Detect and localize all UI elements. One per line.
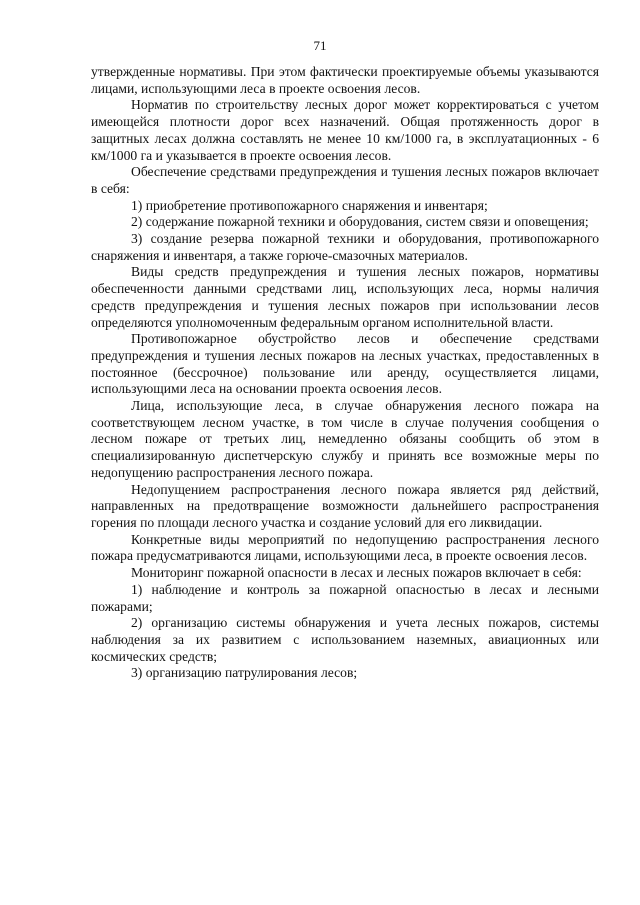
paragraph: 1) приобретение противопожарного снаряжения и инвентаря;	[131, 197, 488, 213]
page-number: 71	[313, 38, 327, 53]
paragraph: Лица, использующие леса, в случае обнаружения лесного пожара на соответствующем лесном участке, в том числе в случае получения сообщения о лесном пожаре от третьих лиц, немедленно обязаны сообщить об этом в специализированную диспетчерскую службу и принять все возможные меры по недопущению распространения лесного пожара.	[91, 398, 599, 480]
paragraph: Норматив по строительству лесных дорог может корректироваться с учетом имеющейся плотности дорог всех назначений. Общая протяженность дорог в защитных лесах должна составлять не менее 10 км/1000 га, в эксплуатационных - 6 км/1000 га и указывается в проекте освоения лесов.	[91, 97, 599, 163]
paragraph: 1) наблюдение и контроль за пожарной опасностью в лесах и лесными пожарами;	[91, 581, 599, 614]
paragraph: Мониторинг пожарной опасности в лесах и лесных пожаров включает в себя:	[131, 565, 582, 581]
paragraph: Конкретные виды мероприятий по недопущению распространения лесного пожара предусматриваются лицами, использующими леса, в проекте освоения лесов.	[91, 531, 599, 564]
paragraph: 3) организацию патрулирования лесов;	[131, 665, 358, 681]
paragraph: утвержденные нормативы. При этом фактически проектируемые объемы указываются лицами, использующими леса в проекте освоения лесов.	[91, 64, 599, 96]
paragraph: Обеспечение средствами предупреждения и тушения лесных пожаров включает в себя:	[91, 164, 599, 196]
paragraph: 2) организацию системы обнаружения и учета лесных пожаров, системы наблюдения за их развитием с использованием наземных, авиационных или космических средств;	[91, 615, 599, 664]
paragraph: 3) создание резерва пожарной техники и оборудования, противопожарного снаряжения и инвентаря, а также горюче-смазочных материалов.	[91, 231, 599, 263]
body-text	[91, 64, 599, 682]
paragraph: Противопожарное обустройство лесов и обеспечение средствами предупреждения и тушения лесных пожаров на лесных участках, предоставленных в постоянное (бессрочное) пользование или аренду, осуществляется лицами, использующими леса на основании проекта освоения лесов.	[91, 331, 599, 397]
paragraph: Виды средств предупреждения и тушения лесных пожаров, нормативы обеспеченности данными средствами лиц, использующих леса, нормы наличия средств предупреждения и тушения лесных пожаров при использовании лесов определяются уполномоченным федеральным органом исполнительной власти.	[91, 264, 599, 330]
paragraph: 2) содержание пожарной техники и оборудования, систем связи и оповещения;	[131, 214, 589, 230]
paragraph: Недопущением распространения лесного пожара является ряд действий, направленных на предотвращение возможности дальнейшего распространения горения по площади лесного участка и создание условий для его ликвидации.	[91, 481, 599, 530]
